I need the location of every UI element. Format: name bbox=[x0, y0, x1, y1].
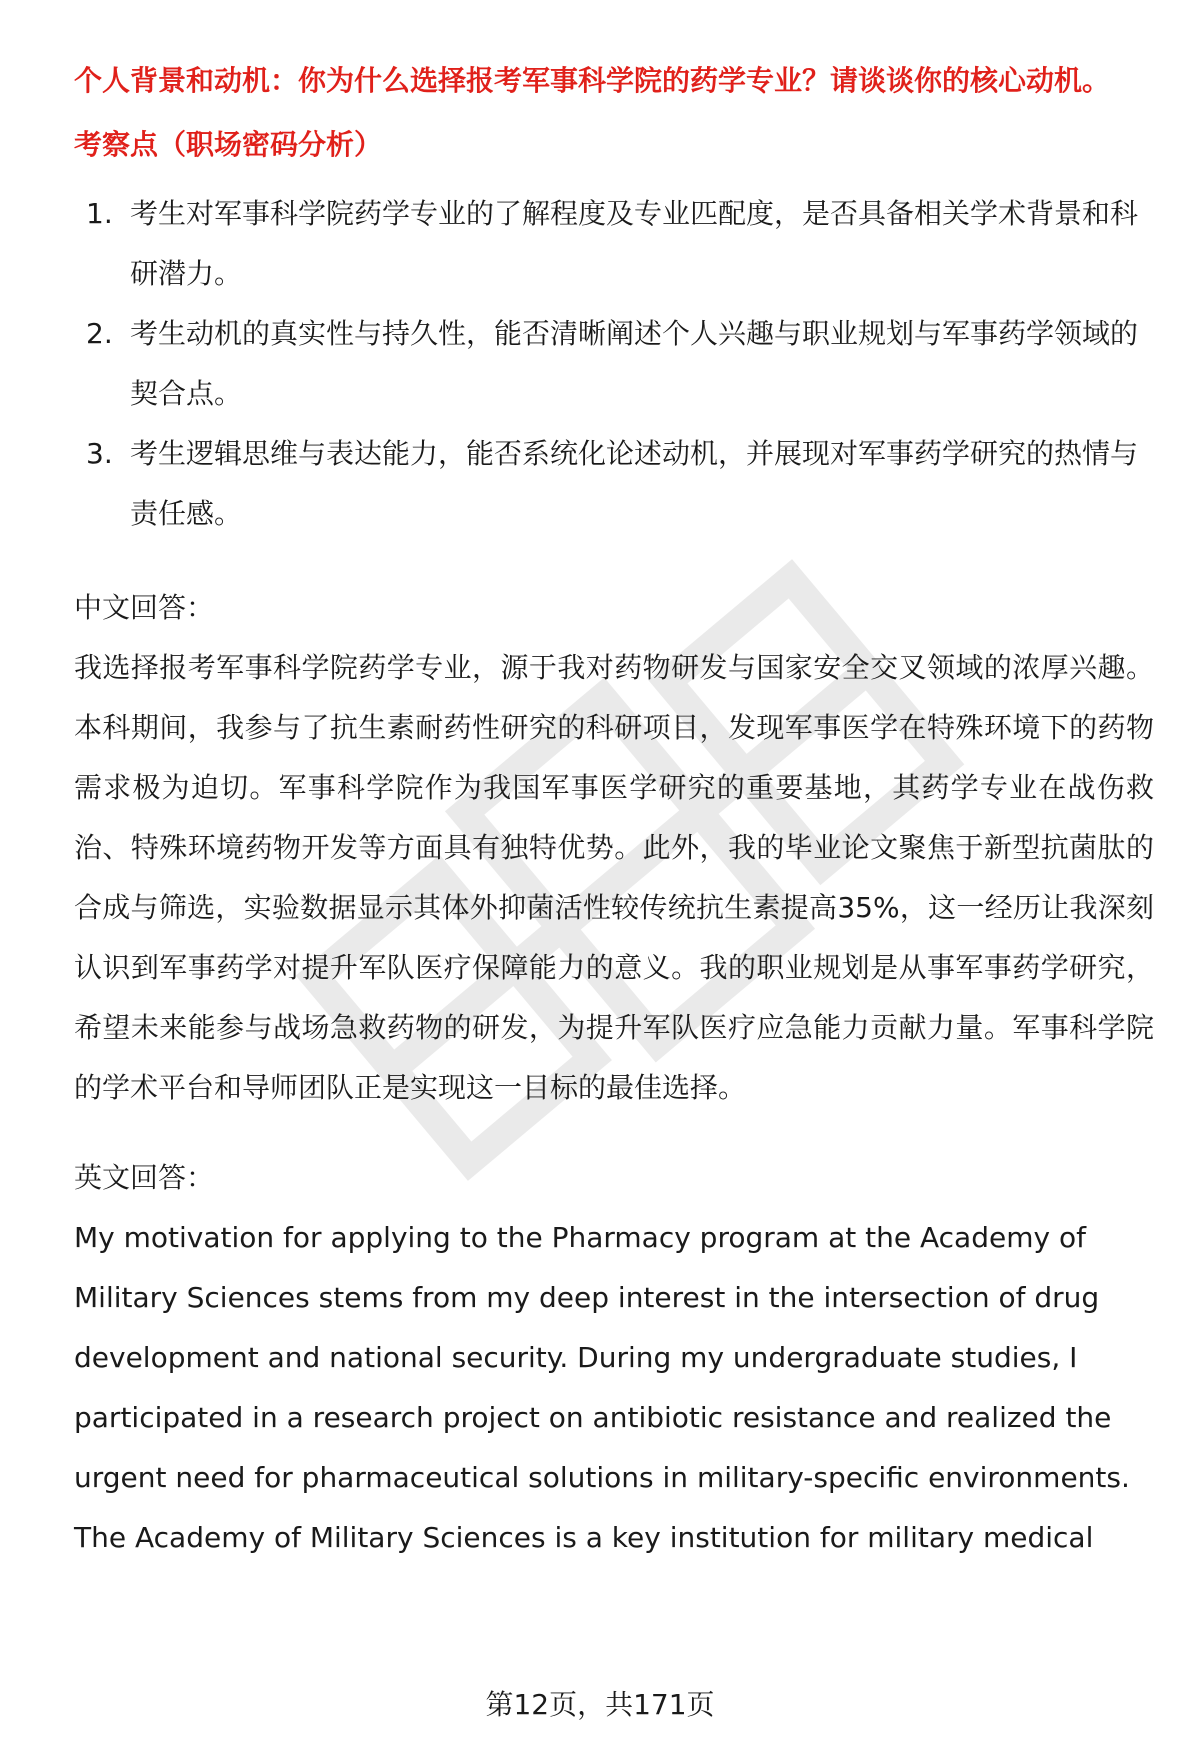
chinese-answer-label: 中文回答： bbox=[74, 591, 215, 624]
page-number-footer: 第12页，共171页 bbox=[485, 1688, 715, 1721]
list-item-number: 3. bbox=[86, 437, 113, 470]
chinese-answer-text: 我选择报考军事科学院药学专业，源于我对药物研发与国家安全交叉领域的浓厚兴趣。本科期间，我参与了抗生素耐药性研究的科研项目，发现军事医学在特殊环境下的药物需求极为迫切。军事科学院作为我国军事医学研究的重要基地，其药学专业在战伤救治、特殊环境药物开发等方面具有独特优势。此外，我的毕业论文聚焦于新型抗菌肽的合成与筛选，实验数据显示其体外抑菌活性较传统抗生素提高35%，这一经历让我深刻认识到军事药学对提升军队医疗保障能力的意义。我的职业规划是从事军事药学研究，希望未来能参与战场急救药物的研发，为提升军队医疗应急能力贡献力量。军事科学院的学术平台和导师团队正是实现这一目标的最佳选择。 bbox=[74, 651, 1154, 1104]
list-item-number: 1. bbox=[86, 197, 113, 230]
list-item bbox=[74, 424, 1154, 544]
question-heading: 个人背景和动机：你为什么选择报考军事科学院的药学专业？请谈谈你的核心动机。 bbox=[74, 64, 1111, 97]
english-answer-text: My motivation for applying to the Pharmacy program at the Academy of Military Sciences stems from my deep interest in the intersection of drug development and national security. During my undergraduate studies, I participated in a research project on antibiotic resistance and realized the urgent need for pharmaceutical solutions in military-specific environments. The Academy of Military Sciences is a key institution for military medical bbox=[74, 1221, 1130, 1554]
evaluation-points-list bbox=[74, 184, 1154, 544]
list-item-text: 考生对军事科学院药学专业的了解程度及专业匹配度，是否具备相关学术背景和科研潜力。 bbox=[130, 197, 1139, 290]
list-item-text: 考生逻辑思维与表达能力，能否系统化论述动机，并展现对军事药学研究的热情与责任感。 bbox=[130, 437, 1139, 530]
list-item bbox=[74, 304, 1154, 424]
section-title: 考察点（职场密码分析） bbox=[74, 128, 383, 161]
english-answer-label: 英文回答： bbox=[74, 1161, 215, 1194]
list-item-text: 考生动机的真实性与持久性，能否清晰阐述个人兴趣与职业规划与军事药学领域的契合点。 bbox=[130, 317, 1139, 410]
list-item-number: 2. bbox=[86, 317, 113, 350]
list-item bbox=[74, 184, 1154, 304]
document-page bbox=[74, 60, 1154, 1598]
